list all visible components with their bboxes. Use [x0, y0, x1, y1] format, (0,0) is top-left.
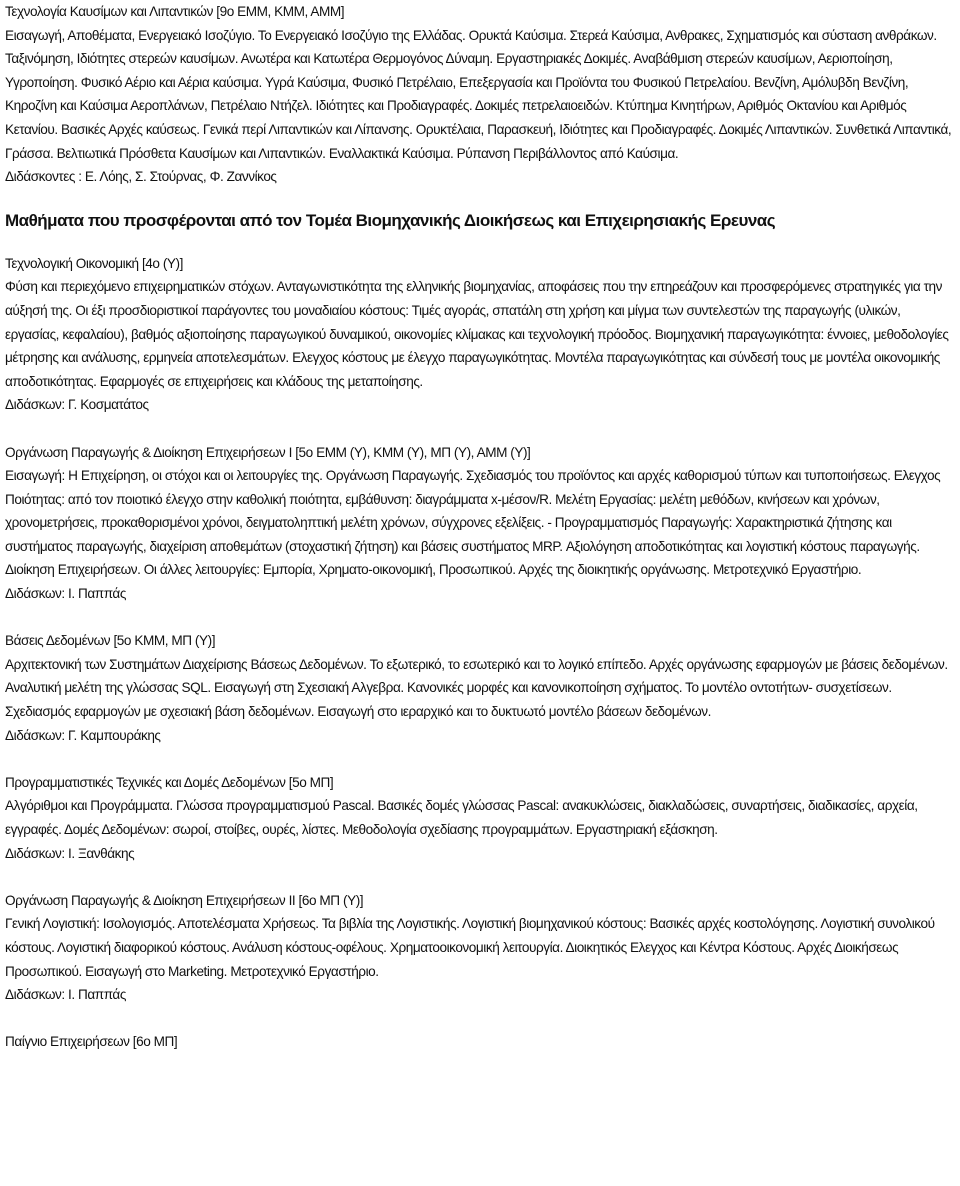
course-business-game: [5, 1030, 955, 1054]
course-databases: [5, 629, 955, 747]
course-title: Τεχνολογία Καυσίμων και Λιπαντικών [9ο ΕΜΜ, ΚΜΜ, ΑΜΜ]: [5, 4, 345, 19]
course-instructor: Διδάσκων: Γ. Κοσματάτος: [5, 397, 149, 413]
course-fuels-lubricants: [5, 0, 955, 189]
course-technological-economics: [5, 252, 955, 417]
course-title: Τεχνολογική Οικονομική [4ο (Υ)]: [5, 255, 183, 271]
course-instructor: Διδάσκων: Ι. Ξανθάκης: [5, 845, 135, 861]
course-instructor: Διδάσκων: Γ. Καμπουράκης: [5, 727, 161, 743]
course-description: Φύση και περιεχόμενο επιχειρηματικών στόχων. Ανταγωνιστικότητα της ελληνικής βιομηχανίας, αποφάσεις που την επηρεάζουν και προσφερόμενες στρατηγικές για την αύξησή της. Οι έξι προσδιοριστικοί παράγοντες του μοναδιαίου κόστους: Τιμές αγοράς, σπατάλη στη χρήση και μίγμα των συντελεστών της παραγωγής (υλικών, εργασίας, κεφαλαίου), βαθμός αξιοποίησης παραγωγικού δυναμικού, οικονομίες κλίμακας και τεχνολογική πρόοδος. Βιομηχανική παραγωγικότητα: έννοιες, μεθοδολογίες μέτρησης και ανάλυσης, ερμηνεία αποτελεσμάτων. Ελεγχος κόστους με έλεγχο παραγωγικότητας. Μοντέλα παραγωγικότητας και σύνδεσή τους με μοντέλα οικονομικής αποδοτικότητας. Εφαρμογές σε επιχειρήσεις και κλάδους της μεταποίησης.: [5, 279, 949, 389]
course-instructor: Διδάσκων: Ι. Παππάς: [5, 987, 126, 1003]
course-description: Εισαγωγή, Αποθέματα, Ενεργειακό Ισοζύγιο. Το Ενεργειακό Ισοζύγιο της Ελλάδας. Ορυκτά Καύσιμα. Στερεά Καύσιμα, Ανθρακες, Σχηματισμός και σύσταση ανθράκων. Ταξινόμηση, Ιδιότητες στερεών καυσίμων. Ανωτέρα και Κατωτέρα Θερμογόνος Δύναμη. Εργαστηριακές Δοκιμές. Αναβάθμιση στερεών καυσίμων, Αεριοποίηση, Υγροποίηση. Φυσικό Αέριο και Αέρια καύσιμα. Υγρά Καύσιμα, Φυσικό Πετρέλαιο, Επεξεργασία και Προϊόντα του Φυσικού Πετρελαίου. Βενζίνη, Αμόλυβδη Βενζίνη, Κηροζίνη και Καύσιμα Αεροπλάνων, Πετρέλαιο Ντήζελ. Ιδιότητες και Προδιαγραφές. Δοκιμές πετρελαιοειδών. Κτύπημα Κινητήρων, Αριθμός Οκτανίου και Αριθμός Κετανίου. Βασικές Αρχές καύσεως. Γενικά περί Λιπαντικών και Λίπανσης. Ορυκτέλαια, Παρασκευή, Ιδιότητες και Προδιαγραφές. Δοκιμές Λιπαντικών. Συνθετικά Λιπαντικά, Γράσσα. Βελτιωτικά Πρόσθετα Καυσίμων και Λιπαντικών. Εναλλακτικά Καύσιμα. Ρύπανση Περιβάλλοντος από Καύσιμα.: [5, 27, 952, 161]
course-instructor: Διδάσκων: Ι. Παππάς: [5, 586, 126, 602]
course-programming-techniques: [5, 771, 955, 865]
course-description: Αλγόριθμοι και Προγράμματα. Γλώσσα προγραμματισμού Pascal. Βασικές δομές γλώσσας Pascal: ανακυκλώσεις, διακλαδώσεις, συναρτήσεις, διαδικασίες, αρχεία, εγγραφές. Δομές Δεδομένων: σωροί, στοίβες, ουρές, λίστες. Μεθοδολογία σχεδίασης προγραμμάτων. Εργαστηριακή εξάσκηση.: [5, 798, 918, 837]
course-title: Βάσεις Δεδομένων [5ο ΚΜΜ, ΜΠ (Υ)]: [5, 633, 216, 649]
course-title: Οργάνωση Παραγωγής & Διοίκηση Επιχειρήσεων ΙΙ [6ο ΜΠ (Υ)]: [5, 892, 364, 908]
spacer: [5, 606, 955, 630]
spacer: [5, 865, 955, 889]
course-production-management-2: [5, 889, 955, 1007]
course-description: Αρχιτεκτονική των Συστημάτων Διαχείρισης Βάσεως Δεδομένων. Το εξωτερικό, το εσωτερικό και το λογικό επίπεδο. Αρχές οργάνωσης εφαρμογών με βάσεις δεδομένων. Αναλυτική μελέτη της γλώσσας SQL. Εισαγωγή στη Σχεσιακή Αλγεβρα. Κανονικές μορφές και κανονικοποίηση σχήματος. Το μοντέλο οντοτήτων- συσχετίσεων. Σχεδιασμός εφαρμογών με σχεσιακή βάση δεδομένων. Εισαγωγή στο ιεραρχικό και το δυκτυωτό μοντέλο βάσεων δεδομένων.: [5, 656, 948, 720]
spacer: [5, 1007, 955, 1031]
course-title: Προγραμματιστικές Τεχνικές και Δομές Δεδομένων [5ο ΜΠ]: [5, 774, 334, 790]
course-production-management-1: [5, 441, 955, 606]
spacer: [5, 747, 955, 771]
course-description: Γενική Λογιστική: Ισολογισμός. Αποτελέσματα Χρήσεως. Τα βιβλία της Λογιστικής. Λογιστική βιομηχανικού κόστους: Βασικές αρχές κοστολόγησης. Λογιστική συνολικού κόστους. Λογιστική διαφορικού κόστους. Ανάλυση κόστους-οφέλους. Χρηματοοικονομική λειτουργία. Διοικητικός Ελεγχος και Κέντρα Κόστους. Αρχές Διοικήσεως Προσωπικού. Εισαγωγή στο Marketing. Μετροτεχνικό Εργαστήριο.: [5, 916, 935, 979]
spacer: [5, 417, 955, 441]
course-title: Παίγνιο Επιχειρήσεων [6ο ΜΠ]: [5, 1034, 178, 1050]
document-page: [5, 0, 955, 1054]
course-instructors: Διδάσκοντες : Ε. Λόης, Σ. Στούρνας, Φ. Ζαννίκος: [5, 169, 277, 185]
section-heading: Μαθήματα που προσφέρονται από τον Τομέα Βιομηχανικής Διοικήσεως και Επιχειρησιακής Ερευνας: [5, 210, 776, 230]
course-description: Εισαγωγή: Η Επιχείρηση, οι στόχοι και οι λειτουργίες της. Οργάνωση Παραγωγής. Σχεδιασμός του προϊόντος και αρχές καθορισμού τύπων και τυποποιήσεως. Ελεγχος Ποιότητας: από τον ποιοτικό έλεγχο στην καθολική ποιότητα, εμβάθυνση: διαγράμματα x-μέσον/R. Μελέτη Εργασίας: μελέτη μεθόδων, κινήσεων και χρόνων, χρονομετρήσεις, προκαθορισμένοι χρόνοι, δειγματοληπτική μελέτη χρόνων, σύγχρονες εξελίξεις. - Προγραμματισμός Παραγωγής: Χαρακτηριστικά ζήτησης και συστήματος παραγωγής, διαχείριση αποθεμάτων (στοχαστική ζήτηση) και βάσεις συστήματος MRP. Αξιολόγηση αποδοτικότητας και λογιστική κόστους παραγωγής. Διοίκηση Επιχειρήσεων. Οι άλλες λειτουργίες: Εμπορία, Χρηματο-οικονομική, Προσωπικού. Αρχές της διοικητικής οργάνωσης. Μετροτεχνικό Εργαστήριο.: [5, 468, 941, 578]
course-title: Οργάνωση Παραγωγής & Διοίκηση Επιχειρήσεων Ι [5ο ΕΜΜ (Υ), ΚΜΜ (Υ), ΜΠ (Υ), ΑΜΜ (Υ)]: [5, 444, 531, 460]
